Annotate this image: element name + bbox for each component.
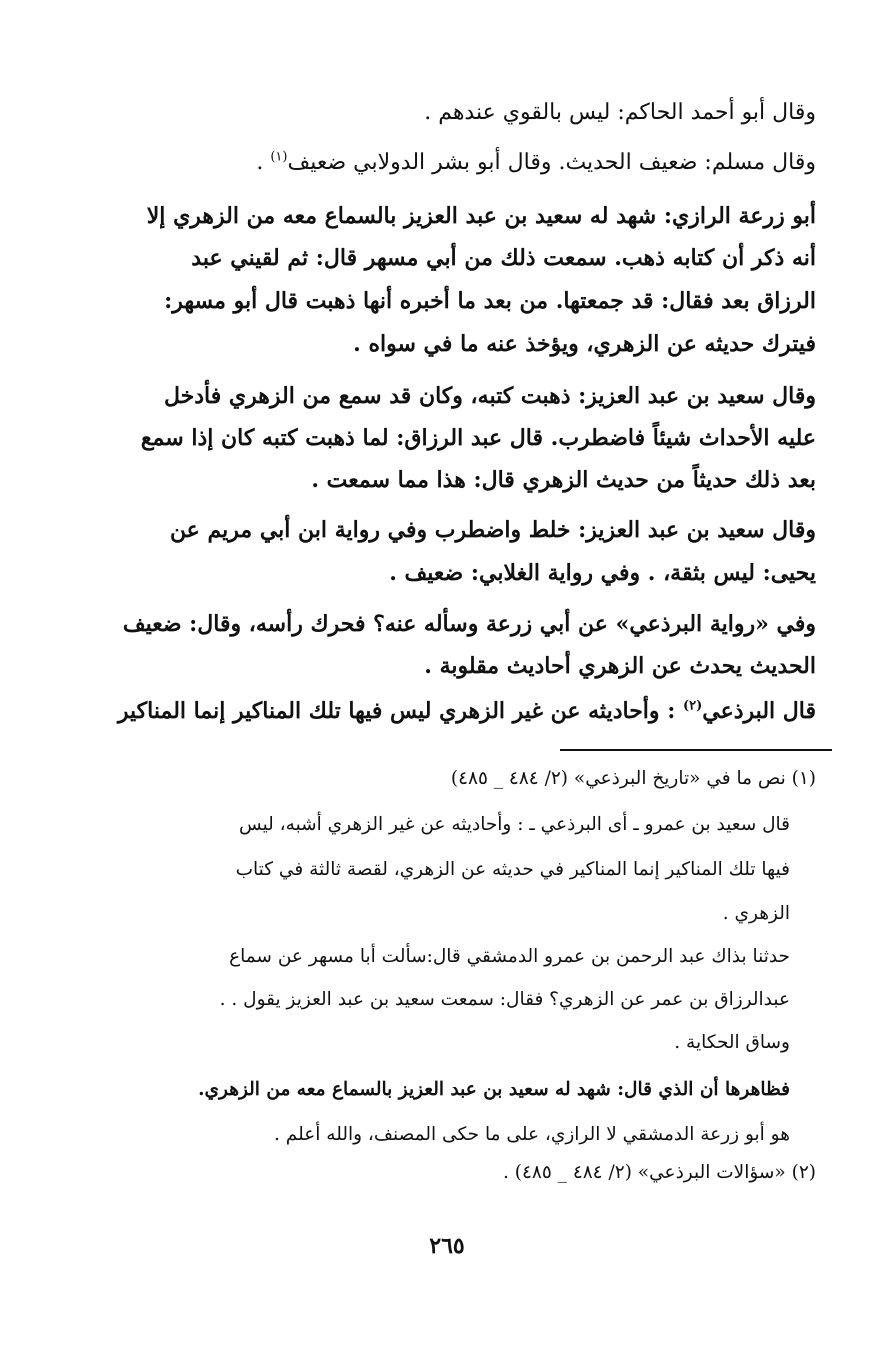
main-line: عليه الأحداث شيئاً فاضطرب. قال عبد الرزاق: لما ذهبت كتبه كان إذا سمع bbox=[140, 425, 816, 451]
main-line: وفي «رواية البرذعي» عن أبي زرعة وسأله عنه؟ فحرك رأسه، وقال: ضعيف bbox=[122, 611, 816, 637]
main-line: أنه ذكر أن كتابه ذهب. سمعت ذلك من أبي مسهر قال: ثم لقيني عبد bbox=[191, 245, 816, 271]
footnote-line: (١) نص ما في «تاريخ البرذعي» (٢/ ٤٨٤ _ ٤٨٥) bbox=[450, 768, 816, 789]
footnote-ref: (١) bbox=[270, 149, 288, 165]
footnote-divider bbox=[560, 749, 832, 751]
main-line: يحيى: ليس بثقة، . وفي رواية الغلابي: ضعيف . bbox=[389, 560, 816, 586]
main-line: وقال أبو أحمد الحاكم: ليس بالقوي عندهم . bbox=[424, 100, 816, 125]
footnote-ref: (٢) bbox=[682, 698, 703, 714]
main-line: الرزاق بعد فقال: قد جمعتها. من بعد ما أخبره أنها ذهبت قال أبو مسهر: bbox=[164, 288, 816, 314]
footnote-line: هو أبو زرعة الدمشقي لا الرازي، على ما حكى المصنف، والله أعلم . bbox=[274, 1124, 790, 1145]
footnote-line: وساق الحكاية . bbox=[674, 1032, 790, 1053]
main-line: قال البرذعي$^{(٢)}$ : وأحاديثه عن غير الزهري ليس فيها تلك المناكير إنما المناكير bbox=[117, 698, 816, 724]
page-number: ٢٦٥ bbox=[429, 1233, 465, 1259]
footnote-line: عبدالرزاق بن عمر عن الزهري؟ فقال: سمعت سعيد بن عبد العزيز يقول . . bbox=[219, 989, 790, 1010]
footnote-line: حدثنا بذاك عبد الرحمن بن عمرو الدمشقي قال:سألت أبا مسهر عن سماع bbox=[229, 946, 790, 967]
main-line: بعد ذلك حديثاً من حديث الزهري قال: هذا مما سمعت . bbox=[311, 467, 816, 493]
footnote-line: الزهري . bbox=[722, 903, 790, 924]
main-line: فيترك حديثه عن الزهري، ويؤخذ عنه ما في سواه . bbox=[353, 331, 816, 357]
footnote-line: (٢) «سؤالات البرذعي» (٢/ ٤٨٤ _ ٤٨٥) . bbox=[503, 1162, 816, 1183]
main-line: وقال مسلم: ضعيف الحديث. وقال أبو بشر الدولابي ضعيف$^{(١)}$ . bbox=[256, 149, 816, 175]
main-line: وقال سعيد بن عبد العزيز: ذهبت كتبه، وكان قد سمع من الزهري فأدخل bbox=[164, 383, 816, 409]
main-line: أبو زرعة الرازي: شهد له سعيد بن عبد العزيز بالسماع معه من الزهري إلا bbox=[146, 203, 816, 229]
footnote-line: فظاهرها أن الذي قال: شهد له سعيد بن عبد العزيز بالسماع معه من الزهري. bbox=[198, 1079, 790, 1100]
footnote-line: قال سعيد بن عمرو ـ أى البرذعي ـ : وأحاديثه عن غير الزهري أشبه، ليس bbox=[239, 814, 790, 835]
footnote-line: فيها تلك المناكير إنما المناكير في حديثه عن الزهري، لقصة ثالثة في كتاب bbox=[235, 859, 790, 880]
main-line: وقال سعيد بن عبد العزيز: خلط واضطرب وفي رواية ابن أبي مريم عن bbox=[169, 517, 816, 543]
main-line: الحديث يحدث عن الزهري أحاديث مقلوبة . bbox=[424, 653, 816, 679]
